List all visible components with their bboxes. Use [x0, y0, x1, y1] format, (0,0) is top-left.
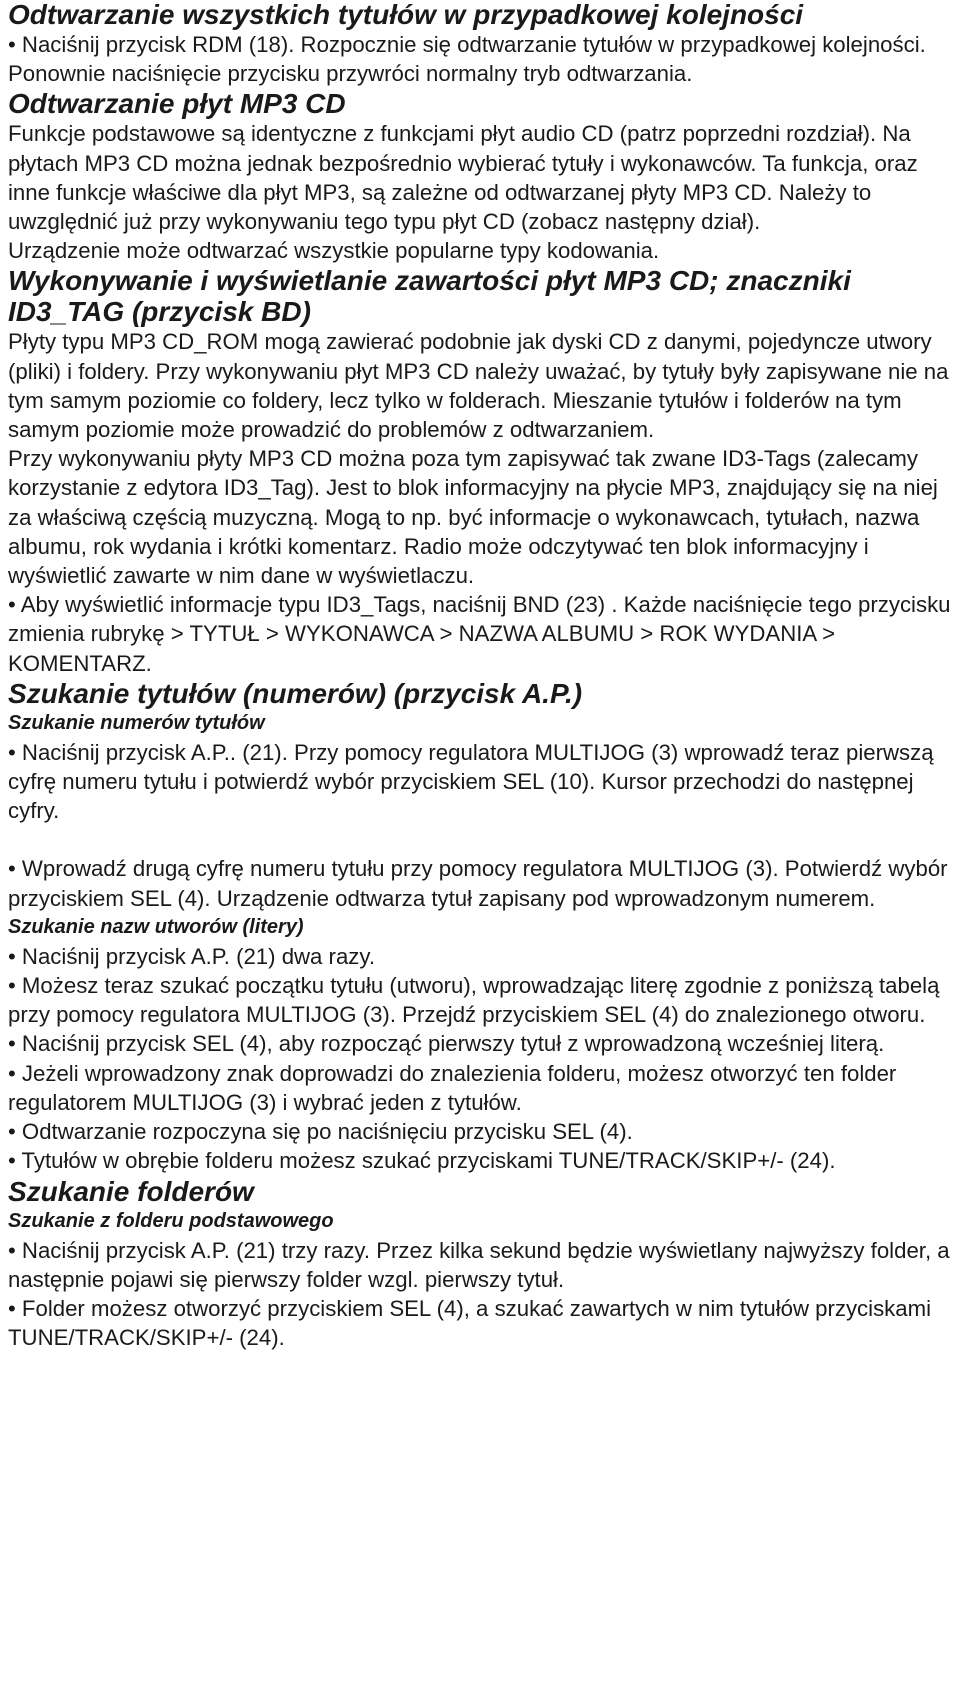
- paragraph: • Naciśnij przycisk RDM (18). Rozpocznie się odtwarzanie tytułów w przypadkowej kolejności. Ponownie naciśnięcie przycisku przywróci normalny tryb odtwarzania.: [8, 32, 926, 87]
- paragraph: • Jeżeli wprowadzony znak doprowadzi do znalezienia folderu, możesz otworzyć ten folder regulatorem MULTIJOG (3) i wybrać jeden z tytułów.: [8, 1060, 897, 1115]
- paragraph: • Tytułów w obrębie folderu możesz szukać przyciskami TUNE/TRACK/SKIP+/- (24).: [8, 1148, 836, 1174]
- paragraph: • Folder możesz otworzyć przyciskiem SEL (4), a szukać zawartych w nim tytułów przyciskami: [8, 1295, 932, 1321]
- paragraph: • Naciśnij przycisk A.P.. (21). Przy pomocy regulatora MULTIJOG (3) wprowadź teraz pierwszą cyfrę numeru tytułu i potwierdź wybór przyciskiem SEL (10). Kursor przechodzi do następnej cyfry.: [8, 739, 934, 824]
- paragraph: • Wprowadź drugą cyfrę numeru tytułu przy pomocy regulatora MULTIJOG (3). Potwierdź wybór przyciskiem SEL (4). Urządzenie odtwarza tytuł zapisany pod wprowadzonym numerem.: [8, 856, 948, 911]
- section-title-folder-search: Szukanie folderów: [8, 1175, 254, 1207]
- blank-line: [8, 825, 952, 854]
- paragraph: Przy wykonywaniu płyty MP3 CD można poza tym zapisywać tak zwane ID3-Tags (zalecamy korzystanie z edytora ID3_Tag). Jest to blok informacyjny na płycie MP3, znajdujący się na niej za właściwą częścią muzyczną. Mogą to np. być informacje o wykonawcach, tytułach, nazwa albumu, rok wydania i krótki komentarz. Radio może odczytywać ten blok informacyjny i wyświetlić zawarte w nim dane w wyświetlaczu.: [8, 446, 938, 589]
- subsection-title-track-numbers: Szukanie numerów tytułów: [8, 711, 265, 734]
- paragraph: Płyty typu MP3 CD_ROM mogą zawierać podobnie jak dyski CD z danymi, pojedyncze utwory (pliki) i foldery. Przy wykonywaniu płyt MP3 CD należy uważać, by tytuły były zapisywane nie na tym samym poziomie co foldery, lecz tylko w folderach. Mieszanie tytułów i folderów na tym samym poziomie może prowadzić do problemów z odtwarzaniem.: [8, 329, 949, 443]
- paragraph: • Możesz teraz szukać początku tytułu (utworu), wprowadzając literę zgodnie z poniższą tabelą przy pomocy regulatora MULTIJOG (3). Przejdź przyciskiem SEL (4) do znalezionego otworu.: [8, 973, 940, 1028]
- paragraph: • Naciśnij przycisk A.P. (21) trzy razy. Przez kilka sekund będzie wyświetlany najwyższy folder, a następnie pojawi się pierwszy folder wzgl. pierwszy tytuł.: [8, 1237, 950, 1292]
- section-title-id3-tags: Wykonywanie i wyświetlanie zawartości płyt MP3 CD; znaczniki ID3_TAG (przycisk BD): [8, 265, 851, 328]
- paragraph: • Naciśnij przycisk A.P. (21) dwa razy.: [8, 943, 375, 969]
- subsection-title-letters: Szukanie nazw utworów (litery): [8, 915, 304, 938]
- paragraph: TUNE/TRACK/SKIP+/- (24).: [8, 1325, 285, 1351]
- section-title-random-playback: Odtwarzanie wszystkich tytułów w przypadkowej kolejności: [8, 0, 804, 30]
- subsection-title-root-folder: Szukanie z folderu podstawowego: [8, 1209, 334, 1232]
- section-title-mp3-playback: Odtwarzanie płyt MP3 CD: [8, 88, 346, 120]
- paragraph: • Aby wyświetlić informacje typu ID3_Tags, naciśnij BND (23) . Każde naciśnięcie tego przycisku zmienia rubrykę > TYTUŁ > WYKONAWCA > NAZWA ALBUMU > ROK WYDANIA > KOMENTARZ.: [8, 592, 951, 676]
- paragraph: • Naciśnij przycisk SEL (4), aby rozpocząć pierwszy tytuł z wprowadzoną wcześniej literą.: [8, 1031, 885, 1057]
- section-title-track-search: Szukanie tytułów (numerów) (przycisk A.P.): [8, 677, 583, 709]
- paragraph: Urządzenie może odtwarzać wszystkie popularne typy kodowania.: [8, 238, 660, 264]
- paragraph: • Odtwarzanie rozpoczyna się po naciśnięciu przycisku SEL (4).: [8, 1119, 633, 1145]
- paragraph: Funkcje podstawowe są identyczne z funkcjami płyt audio CD (patrz poprzedni rozdział). Na płytach MP3 CD można jednak bezpośrednio wybierać tytuły i wykonawców. Ta funkcja, oraz inne funkcje właściwe dla płyt MP3, są zależne od odtwarzanej płyty MP3 CD. Należy to uwzględnić już przy wykonywaniu tego typu płyt CD (zobacz następny dział).: [8, 121, 918, 235]
